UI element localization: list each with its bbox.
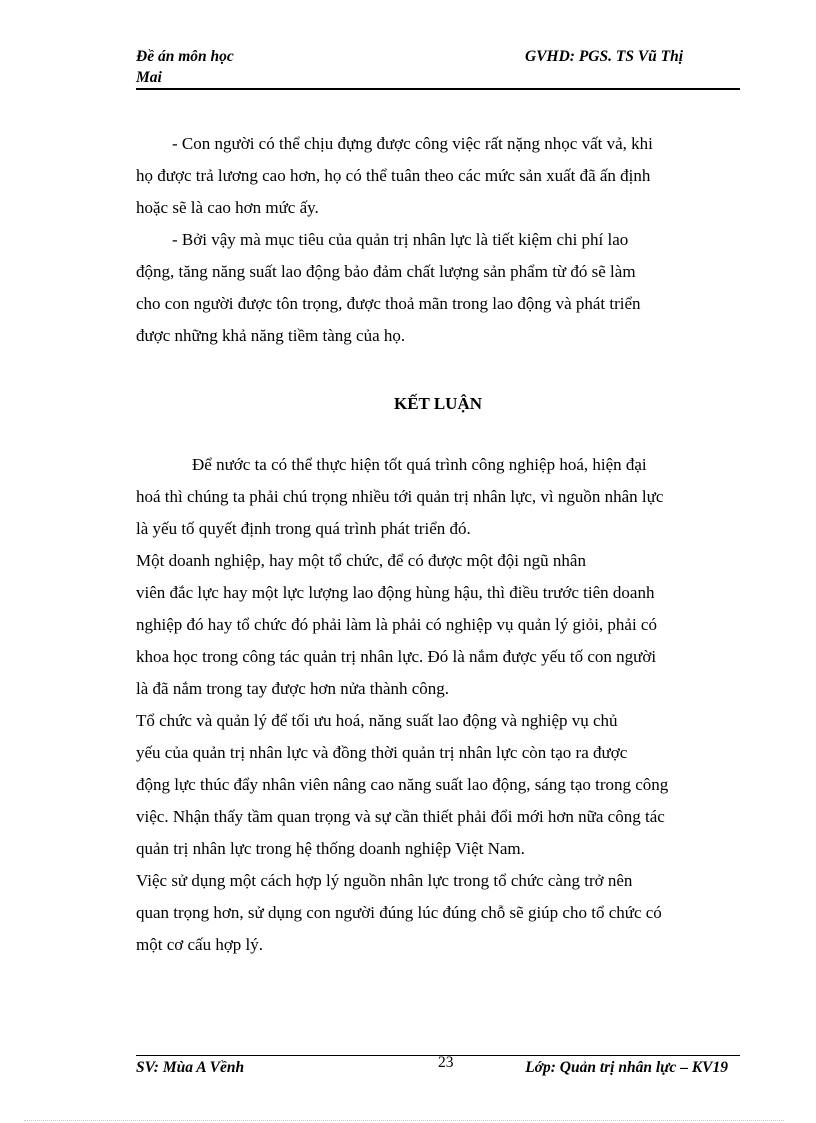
header-supervisor: GVHD: PGS. TS Vũ Thị [525,48,684,65]
text-line: động, tăng năng suất lao động bảo đảm chất lượng sản phẩm từ đó sẽ làm [136,262,636,281]
text-line: được những khả năng tiềm tàng của họ. [136,326,406,345]
text-line: - Con người có thể chịu đựng được công việc rất nặng nhọc vất vả, khi [172,134,653,153]
text-line: quản trị nhân lực trong hệ thống doanh nghiệp Việt Nam. [136,839,525,858]
body-top [136,128,740,352]
section-heading: KẾT LUẬN [393,394,482,413]
paragraph [136,545,740,705]
header-course-line2: Mai [136,69,162,86]
header-course-line1: Đề án môn học [136,48,234,65]
text-line: là đã nắm trong tay được hơn nửa thành công. [136,679,450,698]
text-line: Việc sử dụng một cách hợp lý nguồn nhân lực trong tổ chức càng trở nên [136,871,633,890]
paragraph-cont [136,160,740,224]
text-line: Tổ chức và quản lý để tối ưu hoá, năng suất lao động và nghiệp vụ chủ [136,711,618,730]
paragraph [172,224,740,256]
body-bottom [136,449,740,961]
text-line: hoặc sẽ là cao hơn mức ấy. [136,198,319,217]
text-line: hoá thì chúng ta phải chú trọng nhiều tới quản trị nhân lực, vì nguồn nhân lực [136,487,664,506]
text-line: động lực thúc đẩy nhân viên nâng cao năng suất lao động, sáng tạo trong công [136,775,669,794]
text-line: quan trọng hơn, sử dụng con người đúng lúc đúng chỗ sẽ giúp cho tổ chức có [136,903,662,922]
page-header [136,44,740,90]
paragraph [136,865,740,961]
text-line: khoa học trong công tác quản trị nhân lực. Đó là nắm được yếu tố con người [136,647,657,666]
page-number: 23 [438,1054,454,1071]
page-edge-divider [24,1120,784,1121]
paragraph [192,449,740,481]
footer-class: Lớp: Quản trị nhân lực – KV19 [525,1059,728,1076]
text-line: yếu của quản trị nhân lực và đồng thời quản trị nhân lực còn tạo ra được [136,743,628,762]
text-line: việc. Nhận thấy tầm quan trọng và sự cần thiết phải đổi mới hơn nữa công tác [136,807,665,826]
text-line: viên đắc lực hay một lực lượng lao động hùng hậu, thì điều trước tiên doanh [136,583,655,602]
text-line: Một doanh nghiệp, hay một tổ chức, để có được một đội ngũ nhân [136,551,586,570]
text-line: là yếu tố quyết định trong quá trình phát triển đó. [136,519,471,538]
text-line: Để nước ta có thể thực hiện tốt quá trình công nghiệp hoá, hiện đại [192,455,647,474]
text-line: cho con người được tôn trọng, được thoả mãn trong lao động và phát triển [136,294,641,313]
text-line: nghiệp đó hay tổ chức đó phải làm là phải có nghiệp vụ quản lý giỏi, phải có [136,615,657,634]
text-line: - Bởi vậy mà mục tiêu của quản trị nhân lực là tiết kiệm chi phí lao [172,230,629,249]
footer-student: SV: Mùa A Vềnh [136,1059,245,1076]
paragraph-cont [136,481,740,545]
paragraph [136,705,740,865]
header-course [136,46,234,88]
text-line: một cơ cấu hợp lý. [136,935,264,954]
paragraph-cont [136,256,740,352]
paragraph [172,128,740,160]
text-line: họ được trả lương cao hơn, họ có thể tuân theo các mức sản xuất đã ấn định [136,166,651,185]
page-footer [136,1055,740,1082]
